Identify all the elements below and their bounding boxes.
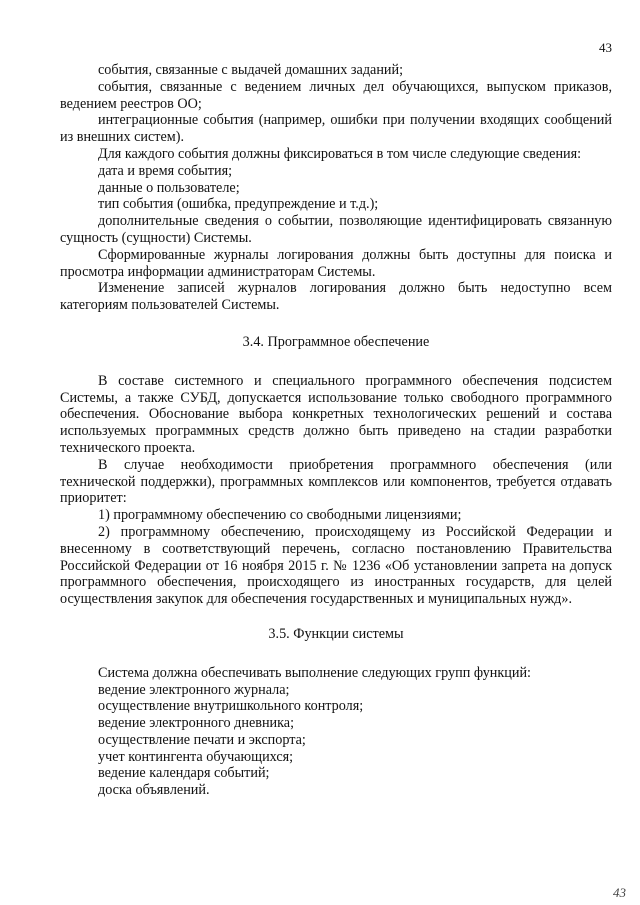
intro-block bbox=[60, 62, 612, 314]
function-list-item: осуществление печати и экспорта; bbox=[98, 731, 306, 748]
intro-item: Изменение записей журналов логирования должно быть недоступно всем категориям пользователей Системы. bbox=[60, 280, 612, 314]
functions-section bbox=[60, 665, 612, 799]
function-list-item: учет контингента обучающихся; bbox=[98, 748, 294, 765]
intro-item: тип события (ошибка, предупреждение и т.д.); bbox=[98, 196, 379, 213]
intro-item: дополнительные сведения о событии, позволяющие идентифицировать связанную сущность (сущности) Системы. bbox=[60, 213, 612, 246]
function-list-item: доска объявлений. bbox=[98, 782, 210, 799]
intro-item: события, связанные с выдачей домашних заданий; bbox=[98, 62, 404, 78]
software-paragraph: В составе системного и специального программного обеспечения подсистем Системы, а также СУБД, допускается использование только свободного программного обеспечения. Обоснование выбора конкретных технологических решений и состава используемых программных средств должно быть приведено на стадии разработки технического проекта. bbox=[60, 372, 612, 456]
handwritten-page-mark: 43 bbox=[613, 885, 626, 900]
function-list-item: ведение календаря событий; bbox=[98, 765, 270, 782]
intro-item: интеграционные события (например, ошибки при получении входящих сообщений из внешних систем). bbox=[60, 112, 612, 146]
document-body bbox=[60, 62, 612, 799]
intro-item: данные о пользователе; bbox=[98, 179, 240, 196]
intro-item: дата и время события; bbox=[98, 162, 233, 179]
intro-item: события, связанные с ведением личных дел обучающихся, выпуском приказов, ведением реестров ОО; bbox=[60, 78, 612, 112]
functions-intro: Система должна обеспечивать выполнение следующих групп функций: bbox=[98, 664, 531, 681]
function-list-item: осуществление внутришкольного контроля; bbox=[98, 698, 364, 715]
intro-item: Для каждого события должны фиксироваться в том числе следующие сведения: bbox=[98, 145, 582, 162]
software-paragraph: 2) программному обеспечению, происходящему из Российской Федерации и внесенному в соответствующий перечень, согласно постановлению Правительства Российской Федерации от 16 ноября 2015 г. № 1236 «Об установлении запрета на допуск программного обеспечения, происходящего из иностранных государств, для целей осуществления закупок для обеспечения государственных и муниципальных нужд». bbox=[60, 523, 612, 608]
intro-item: Сформированные журналы логирования должны быть доступны для поиска и просмотра информации администраторам Системы. bbox=[60, 246, 612, 280]
page-number: 43 bbox=[599, 40, 612, 55]
function-list-item: ведение электронного журнала; bbox=[98, 681, 290, 698]
section-heading-software: 3.4. Программное обеспечение bbox=[242, 333, 430, 350]
software-paragraph: 1) программному обеспечению со свободными лицензиями; bbox=[98, 507, 462, 524]
function-list-item: ведение электронного дневника; bbox=[98, 715, 295, 732]
section-heading-functions: 3.5. Функции системы bbox=[268, 625, 404, 642]
software-section bbox=[60, 373, 612, 608]
software-paragraph: В случае необходимости приобретения программного обеспечения (или технической поддержки), программных комплексов или компонентов, требуется отдавать приоритет: bbox=[60, 456, 612, 507]
